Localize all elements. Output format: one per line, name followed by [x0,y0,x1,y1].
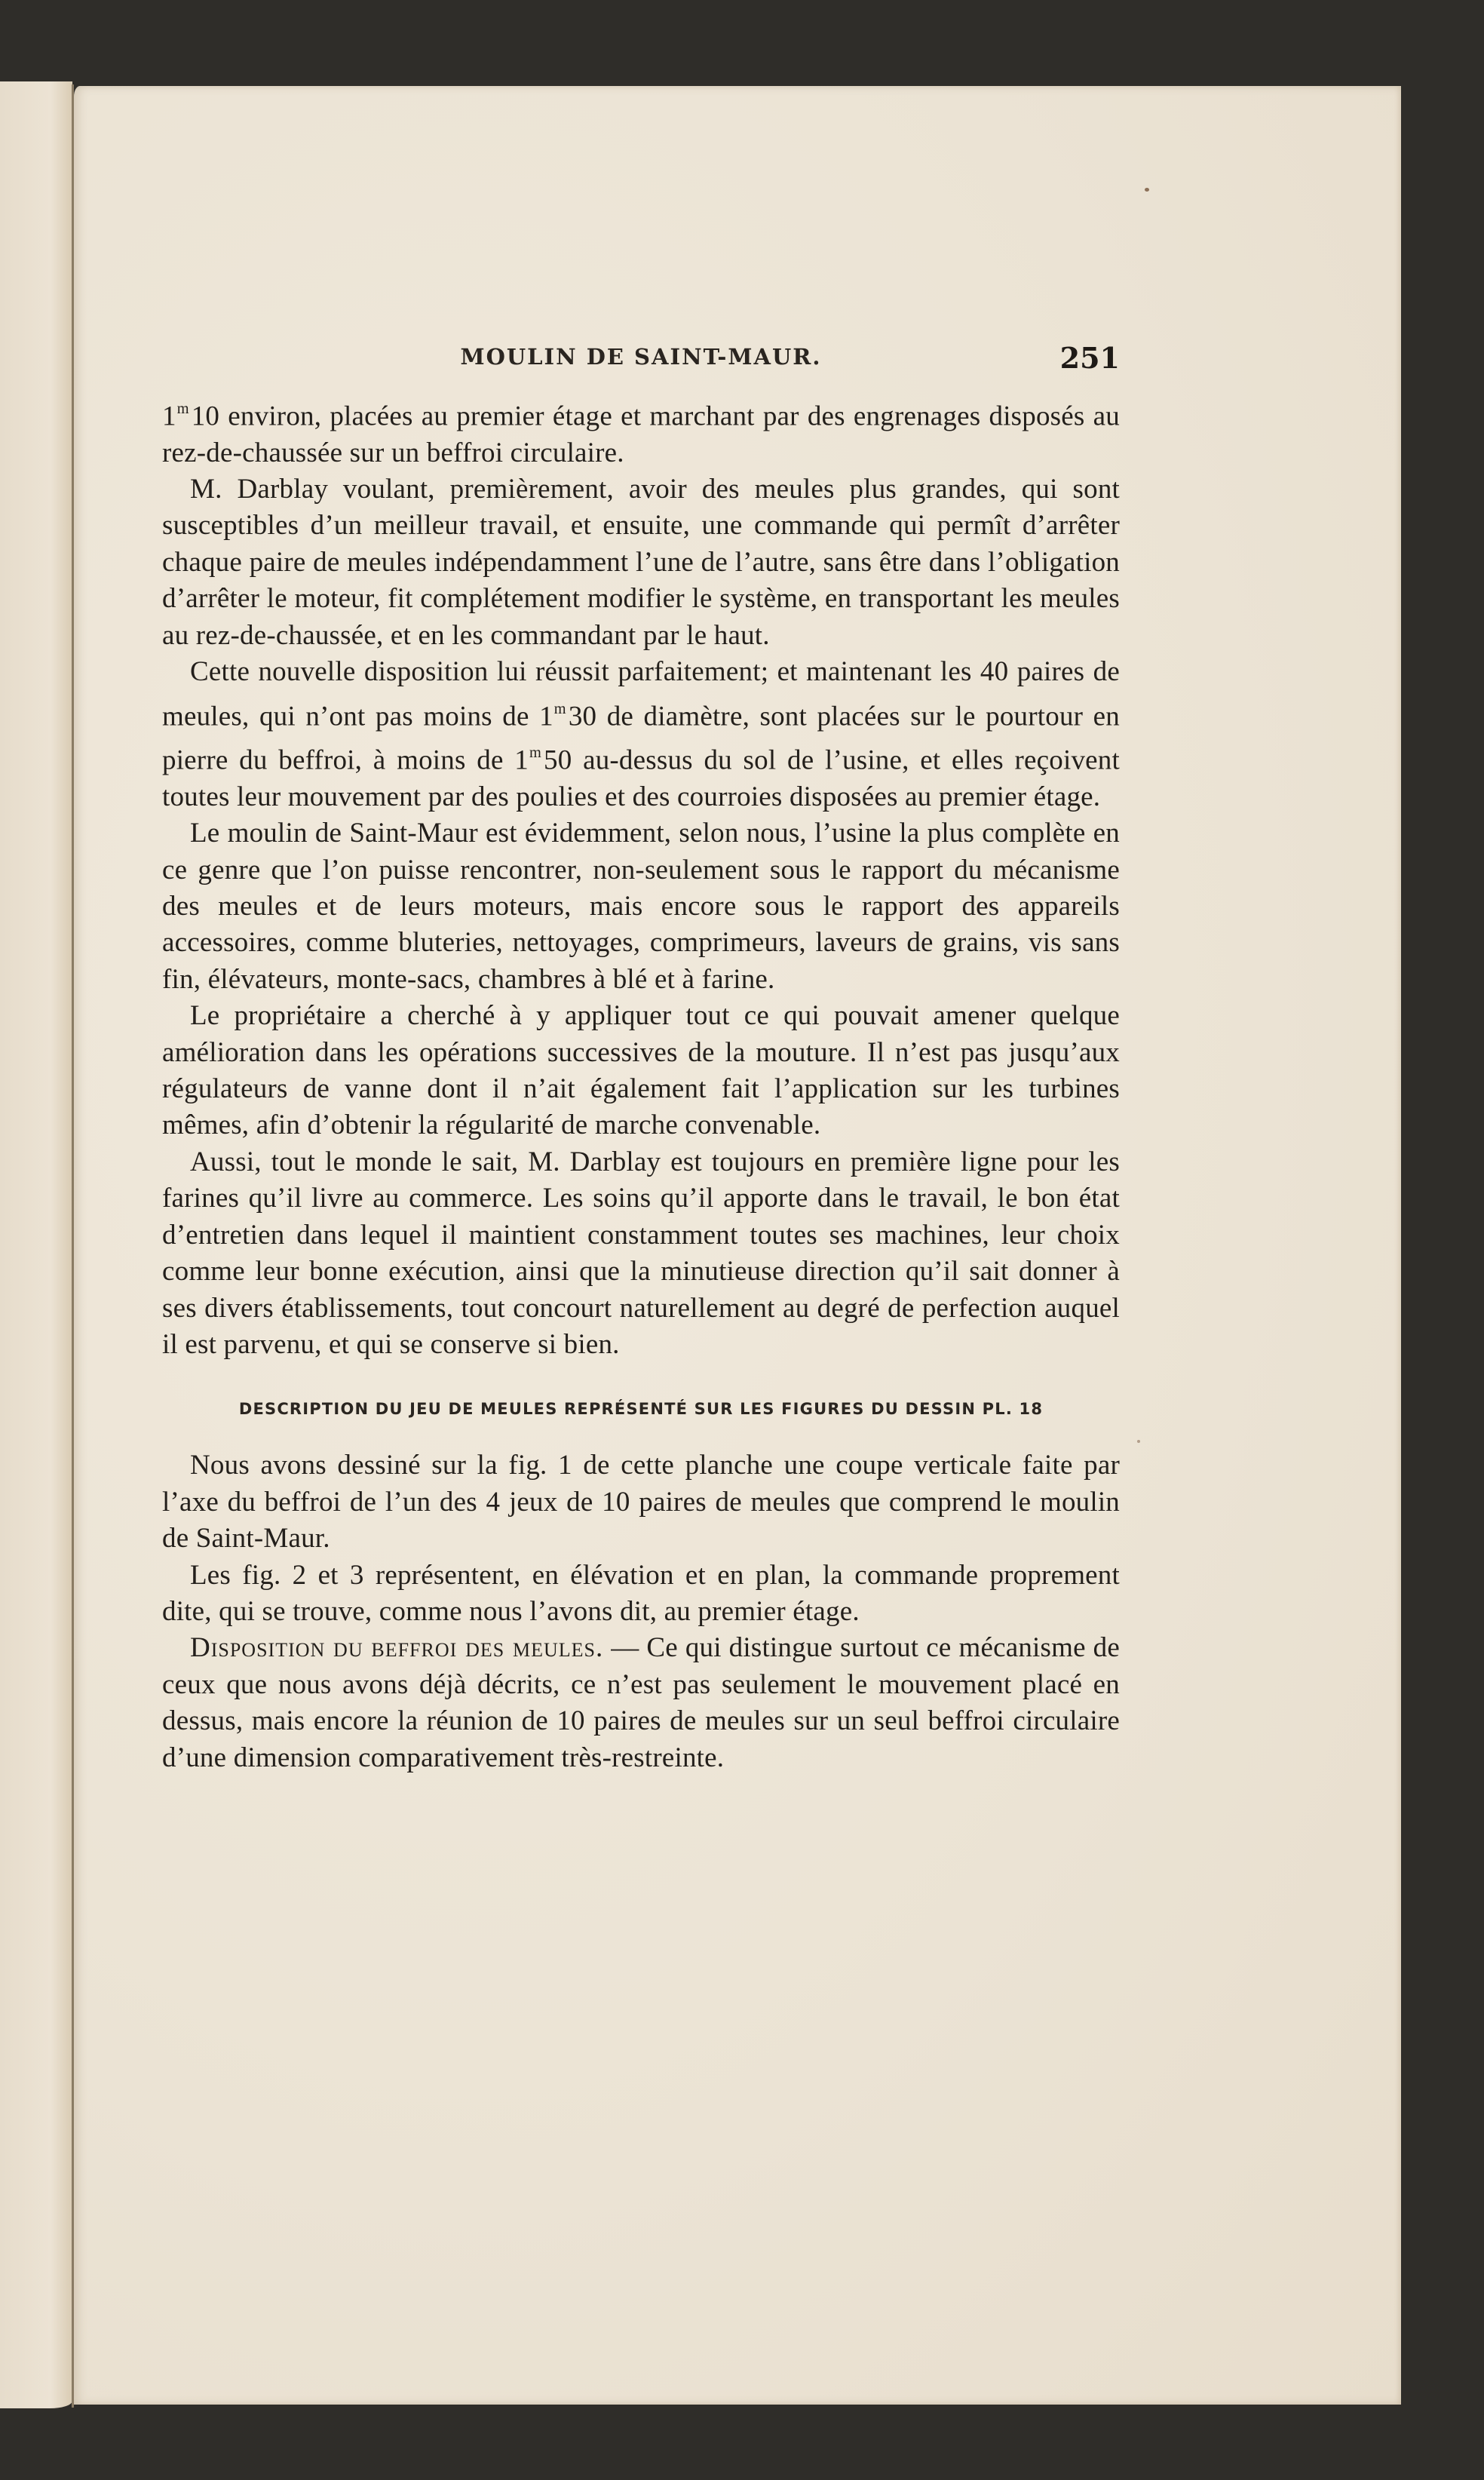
text-run: 1 [162,401,176,432]
text-run: Nous avons dessiné sur la fig. 1 de cette planche une coupe verticale faite par l’axe du beffroi de l’un des 4 jeux de 10 paires de meules que comprend le moulin de Saint-Maur. [162,1450,1120,1555]
paper-speck [1137,1440,1140,1443]
paragraph [162,1447,1120,1557]
unit-superscript: m [553,700,566,717]
body-text [162,391,1120,1776]
running-title: MOULIN DE SAINT-MAUR. [460,344,822,370]
paragraph [162,1144,1120,1363]
unit-superscript: m [529,744,541,762]
section-paragraphs [162,1447,1120,1776]
paragraph [162,1630,1120,1776]
text-run: 10 environ, placées au premier étage et marchant par des engrenages disposés au rez-de-chaussée sur un beffroi circulaire. [162,401,1120,468]
running-header [162,341,1120,379]
paragraph [162,998,1120,1144]
text-run: — Ce qui distingue surtout ce mécanisme de ceux que nous avons déjà décrits, ce n’est pas seulement le mouvement placé en dessus, mais encore la réunion de 10 paires de meules sur un seul beffroi circulaire d’une dimension comparativement très-restreinte. [162,1632,1120,1773]
section-heading: DESCRIPTION DU JEU DE MEULES REPRÉSENTÉ SUR LES FIGURES DU DESSIN PL. 18 [238,1400,1044,1419]
run-in-heading: Disposition du beffroi des meules. [190,1632,604,1664]
text-run: Cette nouvelle disposition lui réussit parfaitement; et maintenant les 40 paires de meules, qui n’ont pas moins de 1 [162,656,1120,732]
paragraph [162,1558,1120,1631]
main-paragraphs [162,391,1120,1363]
text-run: Aussi, tout le monde le sait, M. Darblay est toujours en première ligne pour les farines qu’il livre au commerce. Les soins qu’il apporte dans le travail, le bon état d’entretien dans lequel il maintient constamment toutes ses machines, leur choix comme leur bonne exécution, ainsi que la minutieuse direction qu’il sait donner à ses divers établissements, tout concourt naturellement au degré de perfection auquel il est parvenu, et qui se conserve si bien. [162,1146,1120,1360]
paragraph [162,654,1120,815]
previous-page-edge [0,81,72,2408]
paragraph [162,471,1120,654]
text-run: M. Darblay voulant, premièrement, avoir des meules plus grandes, qui sont susceptibles d’un meilleur travail, et ensuite, une commande qui permît d’arrêter chaque paire de meules indépendamment l’une de l’autre, sans être dans l’obligation d’arrêter le moteur, fit complétement modifier le système, en transportant les meules au rez-de-chaussée, et en les commandant par le haut. [162,474,1120,651]
text-run: Le propriétaire a cherché à y appliquer tout ce qui pouvait amener quelque amélioration dans les opérations successives de la mouture. Il n’est pas jusqu’aux régulateurs de vanne dont il n’ait également fait l’application sur les turbines mêmes, afin d’obtenir la régularité de marche convenable. [162,1000,1120,1141]
paragraph [162,815,1120,998]
text-run: Le moulin de Saint-Maur est évidemment, selon nous, l’usine la plus complète en ce genre que l’on puisse rencontrer, non-seulement sous le rapport du mécanisme des meules et de leurs moteurs, mais encore sous le rapport des appareils accessoires, comme bluteries, nettoyages, comprimeurs, laveurs de grains, vis sans fin, élévateurs, monte-sacs, chambres à blé et à farine. [162,818,1120,995]
text-run: 30 de diamètre, sont placées sur le pourtour en pierre du beffroi, à moins de 1 [162,700,1120,776]
paper-speck [1145,188,1149,192]
page-number: 251 [1059,341,1120,375]
unit-superscript: m [176,401,189,417]
text-run: 50 au-dessus du sol de l’usine, et elles reçoivent toutes leur mouvement par des poulies et des courroies disposées au premier étage. [162,744,1120,812]
paragraph [162,391,1120,471]
text-run: Les fig. 2 et 3 représentent, en élévation et en plan, la commande proprement dite, qui se trouve, comme nous l’avons dit, au premier étage. [162,1559,1120,1627]
